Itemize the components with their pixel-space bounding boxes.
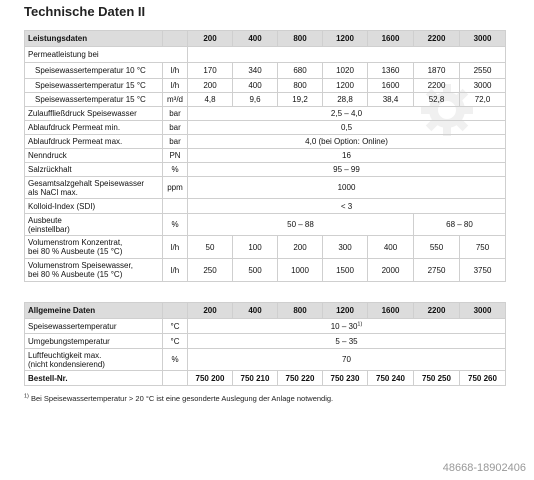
cell-value: 16 bbox=[188, 149, 506, 163]
footnote-text: Bei Speisewassertemperatur > 20 °C ist eine gesonderte Auslegung der Anlage notwendig. bbox=[28, 394, 334, 403]
row-empty bbox=[188, 47, 506, 63]
row-label bbox=[25, 259, 163, 282]
table-header-label: Allgemeine Daten bbox=[25, 303, 163, 319]
cell-value: 70 bbox=[188, 349, 506, 371]
cell-value: 2750 bbox=[414, 259, 460, 282]
cell-value: 3000 bbox=[460, 79, 506, 93]
cell-value: 95 – 99 bbox=[188, 163, 506, 177]
cell-value: 50 – 88 bbox=[188, 214, 414, 236]
cell-value: 5 – 35 bbox=[188, 334, 506, 349]
row-label-line: bei 80 % Ausbeute (15 °C) bbox=[28, 270, 123, 279]
row-label: Ablaufdruck Permeat min. bbox=[25, 121, 163, 135]
table-row bbox=[25, 135, 506, 149]
table-row bbox=[25, 149, 506, 163]
table-row bbox=[25, 121, 506, 135]
cell-value: 72,0 bbox=[460, 93, 506, 107]
cell-value: 500 bbox=[233, 259, 278, 282]
row-unit bbox=[163, 199, 188, 214]
cell-value: 1870 bbox=[414, 63, 460, 79]
table-header-row bbox=[25, 303, 506, 319]
cell-value: 68 – 80 bbox=[414, 214, 506, 236]
row-label: Speisewassertemperatur 15 °C bbox=[25, 93, 163, 107]
table-row bbox=[25, 371, 506, 386]
row-unit: % bbox=[163, 349, 188, 371]
row-label: Permeatleistung bei bbox=[25, 47, 188, 63]
cell-value: 1020 bbox=[323, 63, 368, 79]
row-unit: PN bbox=[163, 149, 188, 163]
row-label-line: Gesamtsalzgehalt Speisewasser bbox=[28, 178, 145, 188]
row-label: Speisewassertemperatur 10 °C bbox=[25, 63, 163, 79]
model-header: 400 bbox=[233, 31, 278, 47]
table-header-label: Leistungsdaten bbox=[25, 31, 163, 47]
row-label-line: Ausbeute bbox=[28, 215, 62, 225]
row-unit: bar bbox=[163, 107, 188, 121]
cell-value: 750 210 bbox=[233, 371, 278, 386]
row-label bbox=[25, 349, 163, 371]
unit-header bbox=[163, 303, 188, 319]
table-row bbox=[25, 259, 506, 282]
model-header: 3000 bbox=[460, 303, 506, 319]
row-label: Umgebungstemperatur bbox=[25, 334, 163, 349]
cell-value: 400 bbox=[233, 79, 278, 93]
cell-value: 680 bbox=[278, 63, 323, 79]
cell-value: 50 bbox=[188, 236, 233, 259]
table-row bbox=[25, 334, 506, 349]
model-header: 2200 bbox=[414, 303, 460, 319]
footnote-ref: 1) bbox=[357, 320, 363, 327]
row-label bbox=[25, 236, 163, 259]
model-header: 400 bbox=[233, 303, 278, 319]
row-label-line: Volumenstrom Speisewasser, bbox=[28, 261, 133, 270]
cell-value bbox=[188, 319, 506, 334]
model-header: 1200 bbox=[323, 31, 368, 47]
row-unit: °C bbox=[163, 334, 188, 349]
cell-value: 4,0 (bei Option: Online) bbox=[188, 135, 506, 149]
cell-value: 750 260 bbox=[460, 371, 506, 386]
cell-value: 1000 bbox=[278, 259, 323, 282]
row-unit: m³/d bbox=[163, 93, 188, 107]
row-label: Zulauffließdruck Speisewasser bbox=[25, 107, 163, 121]
cell-value: 750 230 bbox=[323, 371, 368, 386]
cell-value: 300 bbox=[323, 236, 368, 259]
row-label: Speisewassertemperatur bbox=[25, 319, 163, 334]
row-label: Ablaufdruck Permeat max. bbox=[25, 135, 163, 149]
row-unit: % bbox=[163, 163, 188, 177]
row-unit: l/h bbox=[163, 63, 188, 79]
model-header: 800 bbox=[278, 31, 323, 47]
cell-value: 550 bbox=[414, 236, 460, 259]
row-label-line: (nicht kondensierend) bbox=[28, 359, 105, 369]
row-unit: bar bbox=[163, 135, 188, 149]
cell-value: 9,6 bbox=[233, 93, 278, 107]
cell-value: 52,8 bbox=[414, 93, 460, 107]
cell-value: 750 220 bbox=[278, 371, 323, 386]
cell-value: 200 bbox=[188, 79, 233, 93]
row-label-line: als NaCl max. bbox=[28, 187, 78, 197]
row-unit: ppm bbox=[163, 177, 188, 199]
model-header: 200 bbox=[188, 31, 233, 47]
cell-value: 170 bbox=[188, 63, 233, 79]
table-header-row bbox=[25, 31, 506, 47]
row-unit bbox=[163, 371, 188, 386]
table-row bbox=[25, 93, 506, 107]
unit-header bbox=[163, 31, 188, 47]
cell-value: 400 bbox=[368, 236, 414, 259]
table-row bbox=[25, 79, 506, 93]
row-label: Salzrückhalt bbox=[25, 163, 163, 177]
performance-table bbox=[24, 30, 506, 282]
row-label-line: Luftfeuchtigkeit max. bbox=[28, 350, 102, 360]
row-unit: bar bbox=[163, 121, 188, 135]
table-row bbox=[25, 349, 506, 371]
cell-value: 750 250 bbox=[414, 371, 460, 386]
table-row bbox=[25, 163, 506, 177]
cell-value: 750 240 bbox=[368, 371, 414, 386]
cell-value-text: 10 – 30 bbox=[330, 321, 358, 331]
row-label-line: bei 80 % Ausbeute (15 °C) bbox=[28, 247, 123, 256]
cell-value: 1600 bbox=[368, 79, 414, 93]
row-unit: l/h bbox=[163, 259, 188, 282]
cell-value: 800 bbox=[278, 79, 323, 93]
cell-value: 2,5 – 4,0 bbox=[188, 107, 506, 121]
cell-value: 3750 bbox=[460, 259, 506, 282]
model-header: 1600 bbox=[368, 31, 414, 47]
row-label-line: Volumenstrom Konzentrat, bbox=[28, 238, 123, 247]
row-label: Nenndruck bbox=[25, 149, 163, 163]
cell-value: 19,2 bbox=[278, 93, 323, 107]
cell-value: 750 bbox=[460, 236, 506, 259]
model-header: 1200 bbox=[323, 303, 368, 319]
table-row bbox=[25, 214, 506, 236]
cell-value: 4,8 bbox=[188, 93, 233, 107]
row-label: Bestell-Nr. bbox=[25, 371, 163, 386]
row-label-line: (einstellbar) bbox=[28, 224, 70, 234]
row-unit: °C bbox=[163, 319, 188, 334]
general-data-table bbox=[24, 302, 506, 386]
footnote bbox=[24, 394, 333, 403]
row-unit: l/h bbox=[163, 79, 188, 93]
page-title: Technische Daten II bbox=[24, 4, 146, 19]
model-header: 2200 bbox=[414, 31, 460, 47]
model-header: 200 bbox=[188, 303, 233, 319]
reference-number: 48668-18902406 bbox=[442, 462, 526, 474]
cell-value: 750 200 bbox=[188, 371, 233, 386]
cell-value: 340 bbox=[233, 63, 278, 79]
cell-value: 1360 bbox=[368, 63, 414, 79]
cell-value: < 3 bbox=[188, 199, 506, 214]
cell-value: 100 bbox=[233, 236, 278, 259]
row-label: Speisewassertemperatur 15 °C bbox=[25, 79, 163, 93]
cell-value: 28,8 bbox=[323, 93, 368, 107]
cell-value: 2200 bbox=[414, 79, 460, 93]
footnote-mark: 1) bbox=[24, 393, 29, 400]
model-header: 3000 bbox=[460, 31, 506, 47]
row-label bbox=[25, 214, 163, 236]
table-row bbox=[25, 236, 506, 259]
table-row bbox=[25, 107, 506, 121]
cell-value: 250 bbox=[188, 259, 233, 282]
cell-value: 38,4 bbox=[368, 93, 414, 107]
row-unit: l/h bbox=[163, 236, 188, 259]
cell-value: 2000 bbox=[368, 259, 414, 282]
cell-value: 200 bbox=[278, 236, 323, 259]
cell-value: 1500 bbox=[323, 259, 368, 282]
table-row bbox=[25, 47, 506, 63]
table-row bbox=[25, 319, 506, 334]
row-label bbox=[25, 177, 163, 199]
table-row bbox=[25, 199, 506, 214]
row-label: Kolloid-Index (SDI) bbox=[25, 199, 163, 214]
cell-value: 1000 bbox=[188, 177, 506, 199]
cell-value: 0,5 bbox=[188, 121, 506, 135]
cell-value: 1200 bbox=[323, 79, 368, 93]
table-row bbox=[25, 63, 506, 79]
cell-value: 2550 bbox=[460, 63, 506, 79]
row-unit: % bbox=[163, 214, 188, 236]
model-header: 800 bbox=[278, 303, 323, 319]
model-header: 1600 bbox=[368, 303, 414, 319]
table-row bbox=[25, 177, 506, 199]
